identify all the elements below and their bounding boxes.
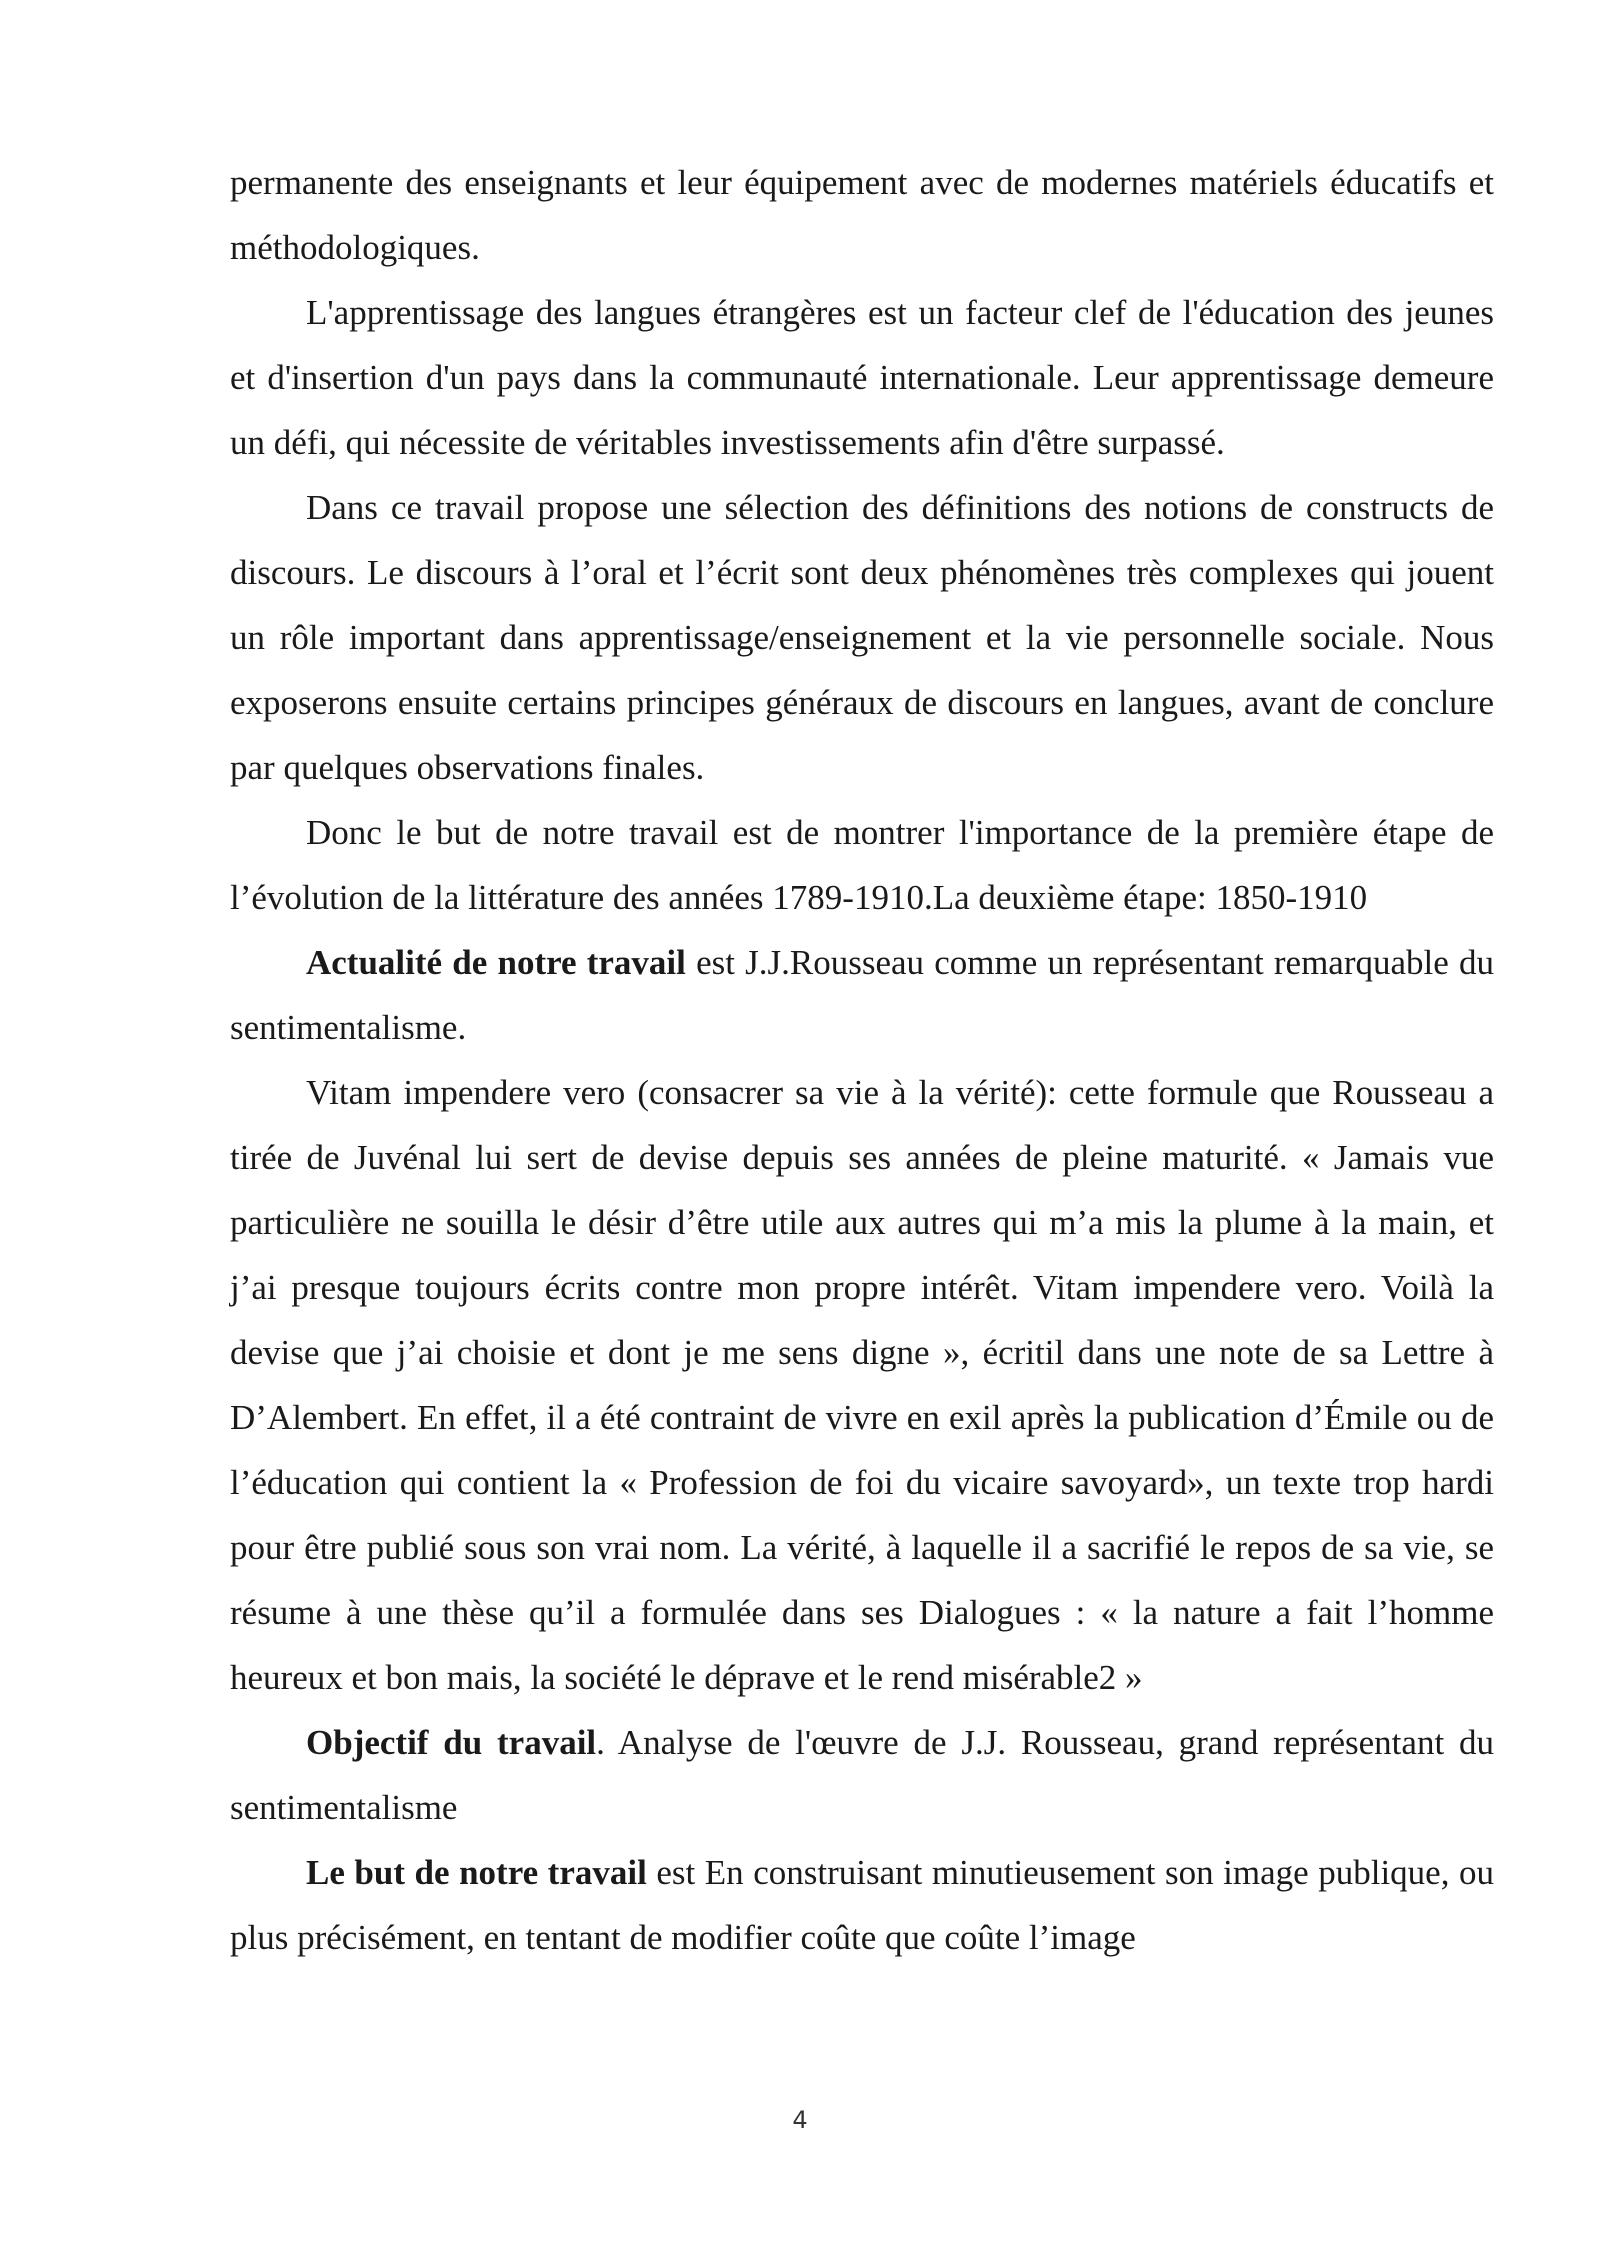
paragraph-continuation [230,150,1494,280]
paragraph-objective [230,1710,1494,1840]
paragraph-heading: Objectif du travail [306,1723,597,1762]
paragraph-goal [230,800,1494,930]
paragraph-text: Dans ce travail propose une sélection des définitions des notions de constructs de discours. Le discours à l’oral et l’écrit sont deux phénomènes très complexes qui jouent un rôle important dans apprentissage/enseignement et la vie personnelle sociale. Nous exposerons ensuite certains principes généraux de discours en langues, avant de conclure par quelques observations finales. [230,488,1494,787]
paragraph-actuality [230,930,1494,1060]
paragraph-text: Vitam impendere vero (consacrer sa vie à la vérité): cette formule que Rousseau a tirée de Juvénal lui sert de devise depuis ses années de pleine maturité. « Jamais vue particulière ne souilla le désir d’être utile aux autres qui m’a mis la plume à la main, et j’ai presque toujours écrits contre mon propre intérêt. Vitam impendere vero. Voilà la devise que j’ai choisie et dont je me sens digne », écritil dans une note de sa Lettre à D’Alembert. En effet, il a été contraint de vivre en exil après la publication d’Émile ou de l’éducation qui contient la « Profession de foi du vicaire savoyard», un texte trop hardi pour être publié sous son vrai nom. La vérité, à laquelle il a sacrifié le repos de sa vie, se résume à une thèse qu’il a formulée dans ses Dialogues : « la nature a fait l’homme heureux et bon mais, la société le déprave et le rend misérable2 » [230,1073,1494,1697]
paragraph-text: . Analyse de l'œuvre de J.J. Rousseau, grand représentant du sentimentalisme [230,1723,1494,1827]
paragraph-heading: Actualité de notre travail [306,943,686,982]
page-number: 4 [792,2106,808,2134]
paragraph-discourse [230,475,1494,800]
paragraph-text: Donc le but de notre travail est de montrer l'importance de la première étape de l’évolution de la littérature des années 1789-1910.La deuxième étape: 1850-1910 [230,813,1494,917]
paragraph-text: permanente des enseignants et leur équipement avec de modernes matériels éducatifs et méthodologiques. [230,163,1494,267]
paragraph-text: L'apprentissage des langues étrangères est un facteur clef de l'éducation des jeunes et d'insertion d'un pays dans la communauté internationale. Leur apprentissage demeure un défi, qui nécessite de véritables investissements afin d'être surpassé. [230,293,1494,462]
paragraph-purpose [230,1840,1494,1970]
paragraph-text: est J.J.Rousseau comme un représentant remarquable du sentimentalisme. [230,943,1494,1047]
paragraph-text: est En construisant minutieusement son image publique, ou plus précisément, en tentant de modifier coûte que coûte l’image [230,1853,1494,1957]
paragraph-heading: Le but de notre travail [306,1853,647,1892]
paragraph-vitam [230,1060,1494,1710]
body-text [230,150,1494,1970]
paragraph-languages [230,280,1494,475]
